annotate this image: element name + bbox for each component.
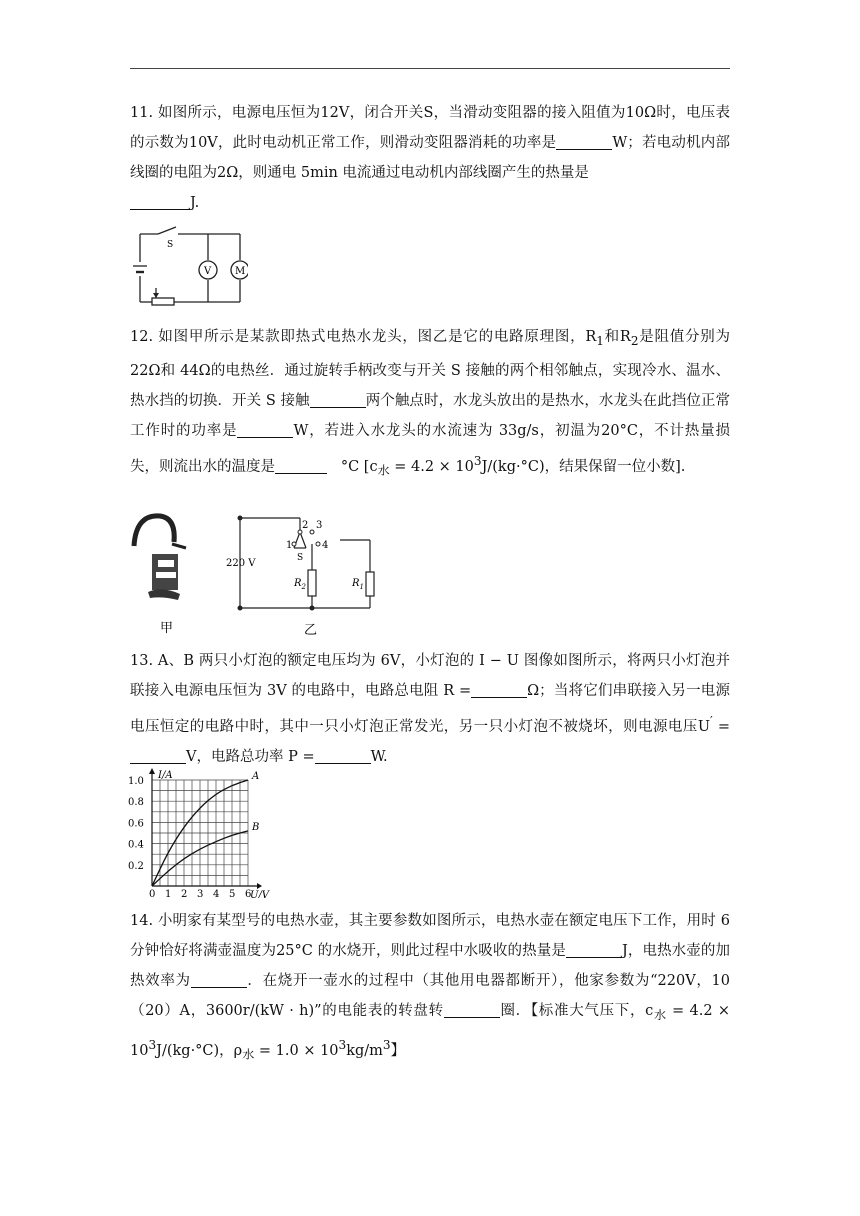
series-label-A: A bbox=[252, 771, 260, 782]
y-axis-arrow bbox=[149, 768, 155, 774]
x-tick-label: 1 bbox=[165, 889, 172, 898]
answer-blank[interactable] bbox=[130, 193, 190, 210]
answer-blank[interactable] bbox=[315, 747, 371, 764]
question-text: = 4.2 × 10 bbox=[389, 458, 474, 475]
subscript: 水 bbox=[242, 1047, 255, 1062]
question-text: = 1.0 × 10 bbox=[254, 1042, 339, 1059]
question-text: 如图甲所示是某款即热式电热水龙头，图乙是它的电路原理图，R bbox=[158, 329, 597, 345]
answer-blank[interactable] bbox=[191, 971, 247, 988]
subscript: 1 bbox=[596, 333, 604, 348]
voltmeter-label: V bbox=[204, 266, 212, 277]
series-label-B: B bbox=[252, 821, 260, 833]
question-number: 13. bbox=[130, 653, 154, 669]
y-axis-label: I/A bbox=[158, 770, 173, 781]
contact-4: 4 bbox=[322, 540, 329, 551]
answer-blank[interactable] bbox=[566, 941, 622, 958]
question-text: J. bbox=[190, 195, 200, 211]
question-text: V，电路总功率 P = bbox=[186, 748, 315, 765]
subscript: 水 bbox=[377, 463, 390, 478]
motor-circuit-diagram bbox=[132, 226, 248, 310]
contact-3: 3 bbox=[316, 520, 323, 531]
contact-2: 2 bbox=[302, 520, 309, 531]
question-text: = 4.2 × 10 bbox=[130, 1003, 731, 1059]
question-text: 和R bbox=[603, 329, 631, 345]
answer-blank[interactable] bbox=[130, 747, 186, 764]
x-tick-label: 6 bbox=[245, 889, 252, 898]
question-11 bbox=[130, 98, 730, 218]
y-tick-label: 0.8 bbox=[128, 797, 144, 809]
y-tick-label: 0.2 bbox=[128, 860, 144, 872]
question-text: J/(kg·°C)，结果保留一位小数]. bbox=[481, 458, 686, 475]
answer-blank[interactable] bbox=[275, 457, 327, 474]
switch-label: S bbox=[167, 240, 174, 250]
question-number: 12. bbox=[130, 329, 154, 345]
answer-blank[interactable] bbox=[310, 391, 366, 408]
question-text: 是阻值分别为22Ω和 44Ω的电热丝．通过旋转手柄改变与开关 S 接触的两个相邻触点，实现冷水、温水、热水挡的切换．开关 S 接触 bbox=[130, 329, 731, 409]
y-tick-label: 1.0 bbox=[128, 776, 144, 787]
motor-label: M bbox=[235, 266, 246, 277]
x-axis-arrow bbox=[257, 883, 262, 889]
question-text: 如图所示，电源电压恒为12V，闭合开关S，当滑动变阻器的接入阻值为10Ω时，电压表的示数为10V，此时电动机正常工作，则滑动变阻器消耗的功率是 bbox=[130, 105, 731, 151]
question-text: A、B 两只小灯泡的额定电压均为 6V，小灯泡的 I − U 图像如图所示，将两只小灯泡并联接入电源电压恒为 3V 的电路中，电路总电阻 R = bbox=[130, 653, 731, 699]
question-text: °C [c bbox=[340, 458, 378, 475]
question-text: W，若进入水龙头的水流速为 33g/s，初温为20°C，不计热量损失，则流出水的温度是 bbox=[130, 422, 730, 475]
superscript: 3 bbox=[338, 1037, 347, 1052]
question-14 bbox=[130, 906, 730, 1070]
top-rule bbox=[130, 68, 730, 69]
faucet-image bbox=[134, 516, 186, 600]
question-number: 14. bbox=[130, 913, 154, 929]
question-text: ．在烧开一壶水的过程中（其他用电器都断开），他家参数为“220V，10（20）A，3600r/(kW · h)”的电能表的转盘转 bbox=[130, 973, 730, 1019]
faucet-figure bbox=[128, 508, 388, 638]
question-13 bbox=[130, 646, 730, 772]
question-text: 两个触点时，水龙头放出的是热水，水龙头在此挡位正常工作时的功率是 bbox=[130, 392, 730, 439]
x-tick-label: 5 bbox=[229, 889, 236, 898]
question-11-text bbox=[130, 98, 730, 218]
subscript: 2 bbox=[630, 333, 639, 348]
r2-label: $R_2$ bbox=[294, 578, 306, 591]
question-text: 圈．【标准大气压下，c bbox=[499, 1003, 654, 1019]
question-12 bbox=[130, 322, 730, 486]
superscript: 3 bbox=[473, 453, 482, 468]
superscript: 3 bbox=[148, 1037, 157, 1052]
voltage-label: 220 V bbox=[226, 558, 256, 569]
subscript: 水 bbox=[653, 1007, 667, 1022]
question-13-text bbox=[130, 646, 730, 772]
switch-label: S bbox=[297, 553, 304, 563]
question-14-text bbox=[130, 906, 730, 1070]
contact-1: 1 bbox=[286, 540, 293, 551]
question-12-text bbox=[130, 322, 730, 486]
question-text: W；若电动机内部线圈的电阻为2Ω，则通电 5min 电流通过电动机内部线圈产生的热量是 bbox=[130, 135, 730, 181]
question-text: kg/m bbox=[346, 1042, 383, 1059]
iu-chart bbox=[126, 768, 286, 898]
x-axis-label: U/V bbox=[250, 890, 270, 898]
question-text: J，电热水壶的加热效率为 bbox=[130, 943, 731, 989]
answer-blank[interactable] bbox=[237, 421, 293, 438]
question-text: 小明家有某型号的电热水壶，其主要参数如图所示，电热水壶在额定电压下工作，用时 6 分钟恰好将满壶温度为25°C 的水烧开，则此过程中水吸收的热量是 bbox=[130, 913, 730, 959]
y-tick-label: 0.4 bbox=[128, 839, 144, 851]
answer-blank[interactable] bbox=[556, 133, 612, 150]
question-text: W. bbox=[370, 748, 388, 765]
superscript: ′ bbox=[710, 714, 713, 728]
figure-label-jia: 甲 bbox=[160, 621, 174, 636]
answer-blank[interactable] bbox=[471, 681, 527, 698]
x-tick-label: 0 bbox=[149, 889, 156, 898]
x-tick-label: 4 bbox=[213, 889, 220, 898]
x-tick-label: 2 bbox=[181, 889, 188, 898]
x-tick-label: 3 bbox=[197, 889, 204, 898]
y-tick-label: 0.6 bbox=[128, 818, 144, 830]
superscript: 3 bbox=[382, 1037, 391, 1052]
figure-label-yi: 乙 bbox=[304, 623, 318, 638]
answer-blank[interactable] bbox=[444, 1001, 500, 1018]
question-text: J/(kg·°C)，ρ bbox=[156, 1042, 243, 1059]
question-number: 11. bbox=[130, 105, 154, 121]
r1-label: $R_1$ bbox=[352, 578, 364, 591]
question-text: = bbox=[712, 718, 730, 735]
question-text: Ω；当将它们串联接入另一电源电压恒定的电路中时，其中一只小灯泡正常发光，另一只小灯泡不被烧坏，则电源电压U bbox=[130, 683, 730, 735]
question-text: 】 bbox=[390, 1042, 406, 1059]
